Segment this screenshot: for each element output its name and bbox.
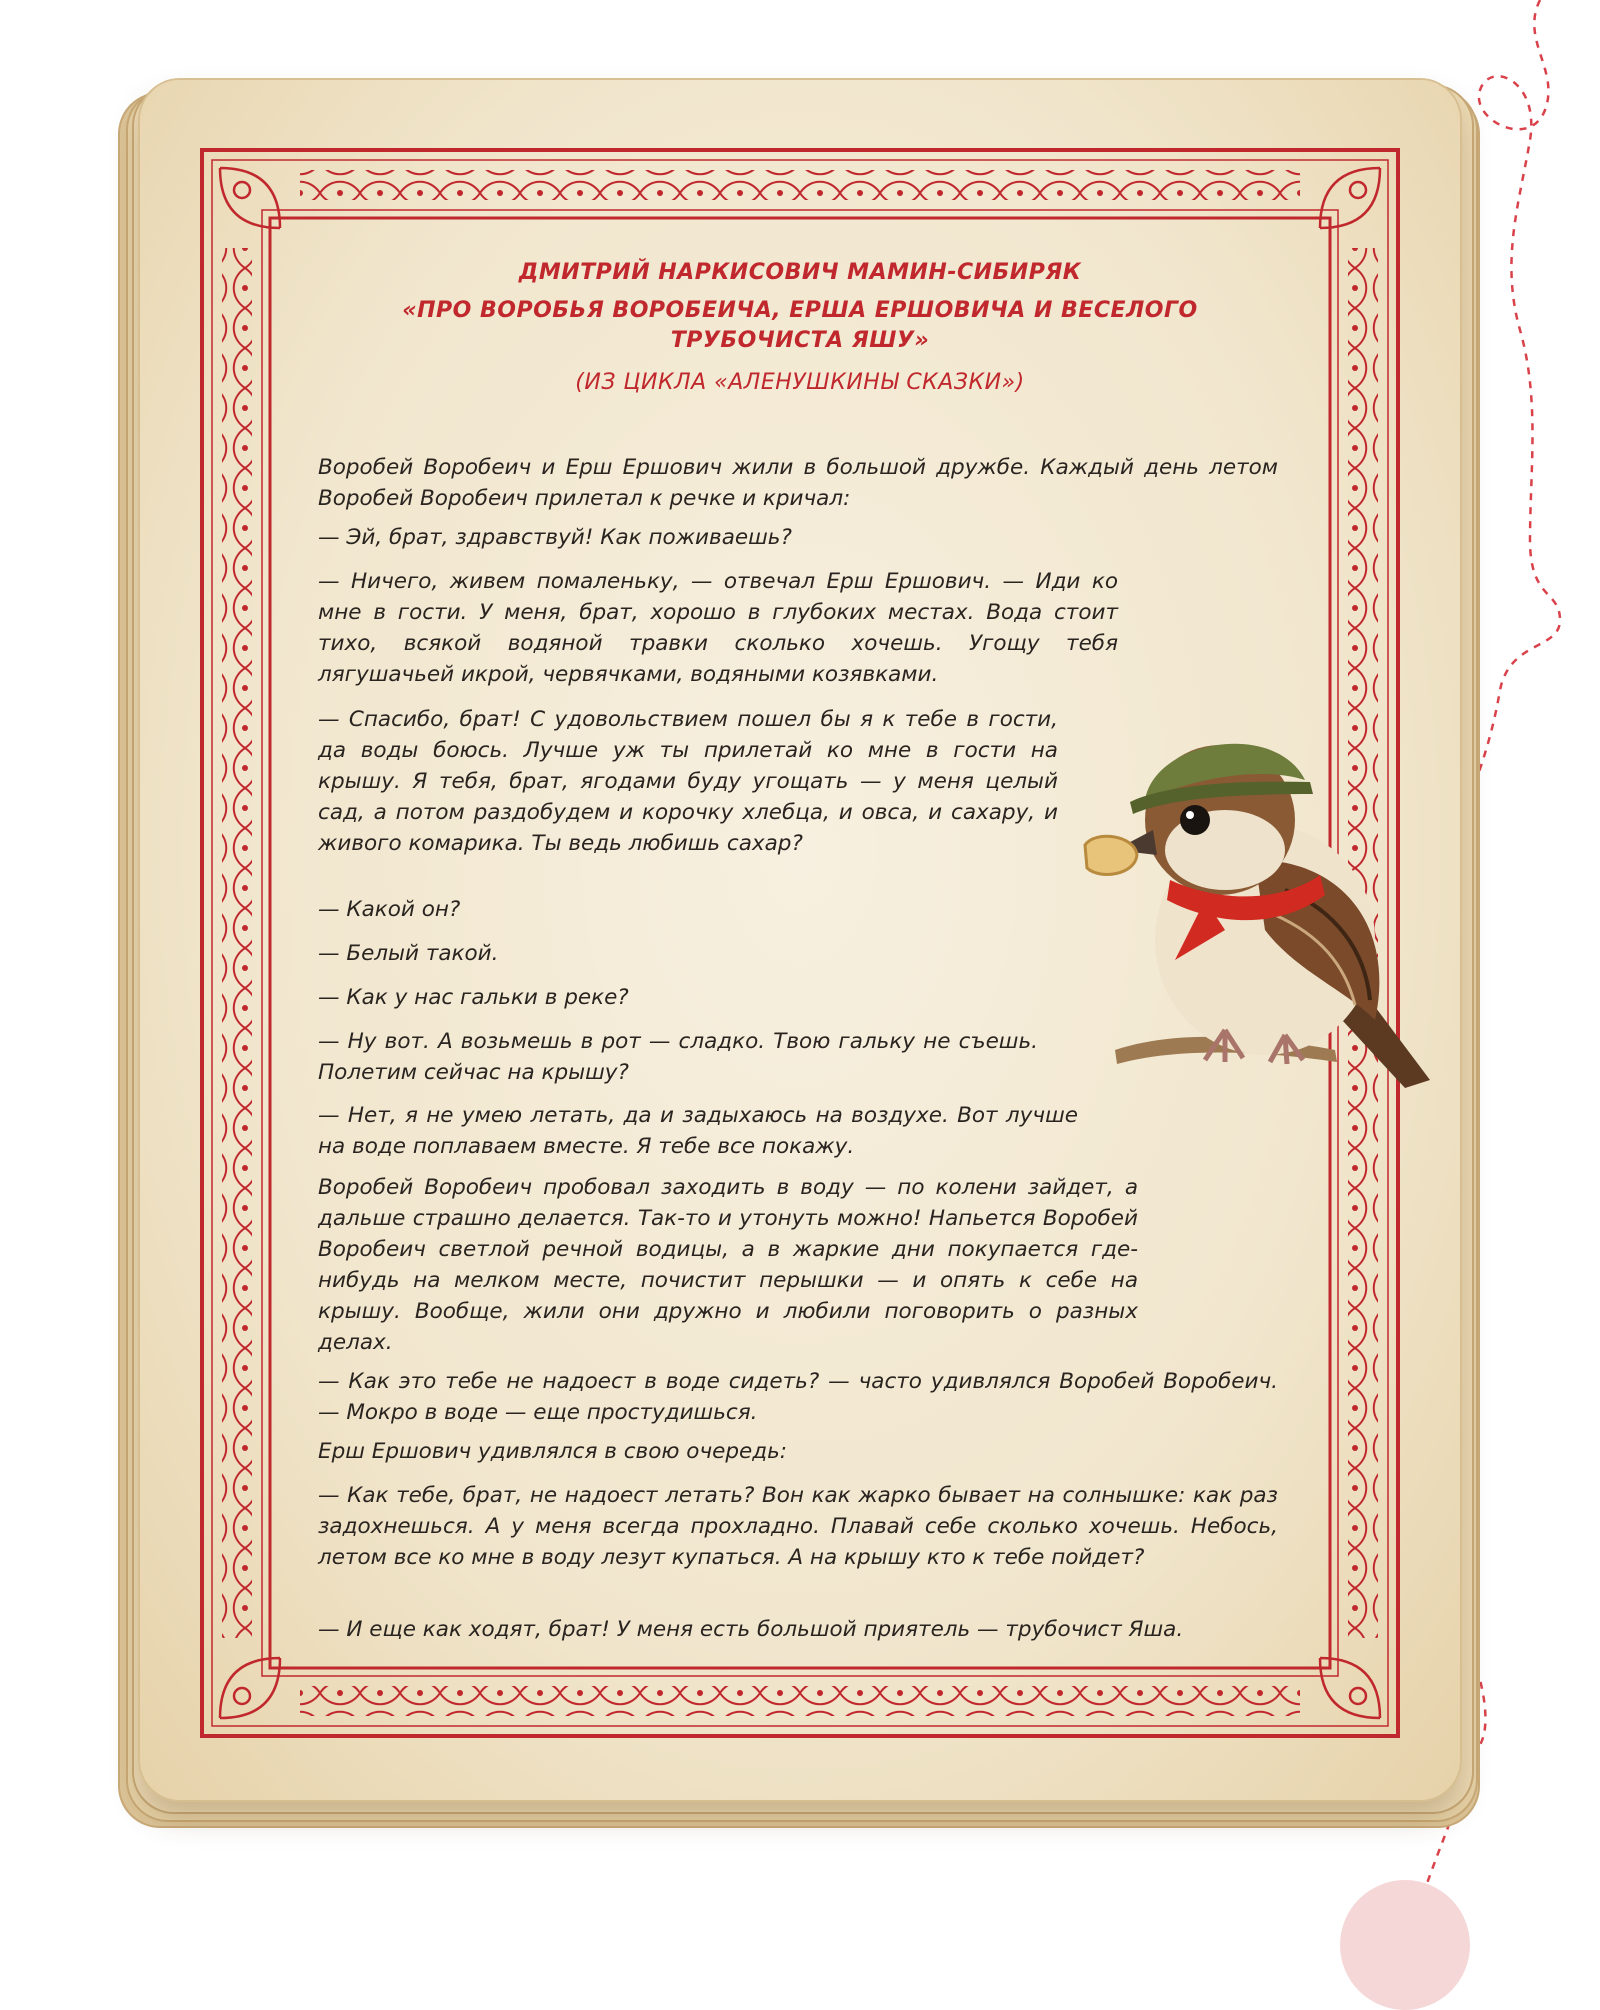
paragraph-1: Воробей Воробеич и Ерш Ершович жили в большой дружбе. Каждый день летом Воробей Воробеич прилетал к речке и кричал: [318,455,1278,511]
story-subtitle: (ИЗ ЦИКЛА «АЛЕНУШКИНЫ СКАЗКИ») [575,370,1025,395]
pink-circle-decoration [1340,1880,1470,2010]
paragraph-14: — И еще как ходят, брат! У меня есть большой приятель — трубочист Яша. [318,1617,1184,1642]
paragraph-13: — Как тебе, брат, не надоест летать? Вон как жарко бывает на солнышке: как раз задохнешься. А у меня всегда прохладно. Плавай себе сколько хочешь. Небось, летом все ко мне в воду лезут купаться. А на крышу кто к тебе пойдет? [318,1483,1278,1570]
paragraph-9: — Нет, я не умею летать, да и задыхаюсь на воздухе. Вот лучше на воде поплаваем вместе. Я тебе все покажу. [318,1103,1078,1159]
paragraph-6: — Белый такой. [318,941,499,966]
sparrow-with-cap-icon [1075,690,1435,1110]
paragraph-11: — Как это тебе не надоест в воде сидеть? — часто удивлялся Воробей Воробеич. — Мокро в воде — еще простудишься. [318,1369,1278,1425]
paragraph-5: — Какой он? [318,897,461,922]
paragraph-3: — Ничего, живем помаленьку, — отвечал Ерш Ершович. — Иди ко мне в гости. У меня, брат, хорошо в глубоких местах. Вода стоит тихо, всякой водяной травки сколько хочешь. Угощу тебя лягушачьей икрой, червячками, водяными козявками. [318,569,1118,687]
paragraph-7: — Как у нас гальки в реке? [318,985,629,1010]
paragraph-12: Ерш Ершович удивлялся в свою очередь: [318,1439,788,1464]
story-title-line1: «ПРО ВОРОБЬЯ ВОРОБЕИЧА, ЕРША ЕРШОВИЧА И ВЕСЕЛОГО [402,298,1198,323]
story-title-line2: ТРУБОЧИСТА ЯШУ» [670,328,930,353]
paragraph-2: — Эй, брат, здравствуй! Как поживаешь? [318,525,792,550]
paragraph-10: Воробей Воробеич пробовал заходить в воду — по колени зайдет, а дальше страшно делается. Так-то и утонуть можно! Напьется Воробей Воробеич светлой речной водицы, а в жаркие дни покупается где-нибудь на мелком месте, почистит перышки — и опять к себе на крышу. Вообще, жили они дружно и любили поговорить о разных делах. [318,1175,1138,1355]
author-name: ДМИТРИЙ НАРКИСОВИЧ МАМИН-СИБИРЯК [518,260,1082,285]
paragraph-8: — Ну вот. А возьмешь в рот — сладко. Твою гальку не съешь. Полетим сейчас на крышу? [318,1029,1038,1085]
story-title [320,296,1280,356]
paragraph-4: — Спасибо, брат! С удовольствием пошел бы я к тебе в гости, да воды боюсь. Лучше уж ты прилетай ко мне в гости на крышу. Я тебя, брат, ягодами буду угощать — у меня целый сад, а потом раздобудем и корочку хлебца, и овса, и сахару, и живого комарика. Ты ведь любишь сахар? [318,707,1058,856]
